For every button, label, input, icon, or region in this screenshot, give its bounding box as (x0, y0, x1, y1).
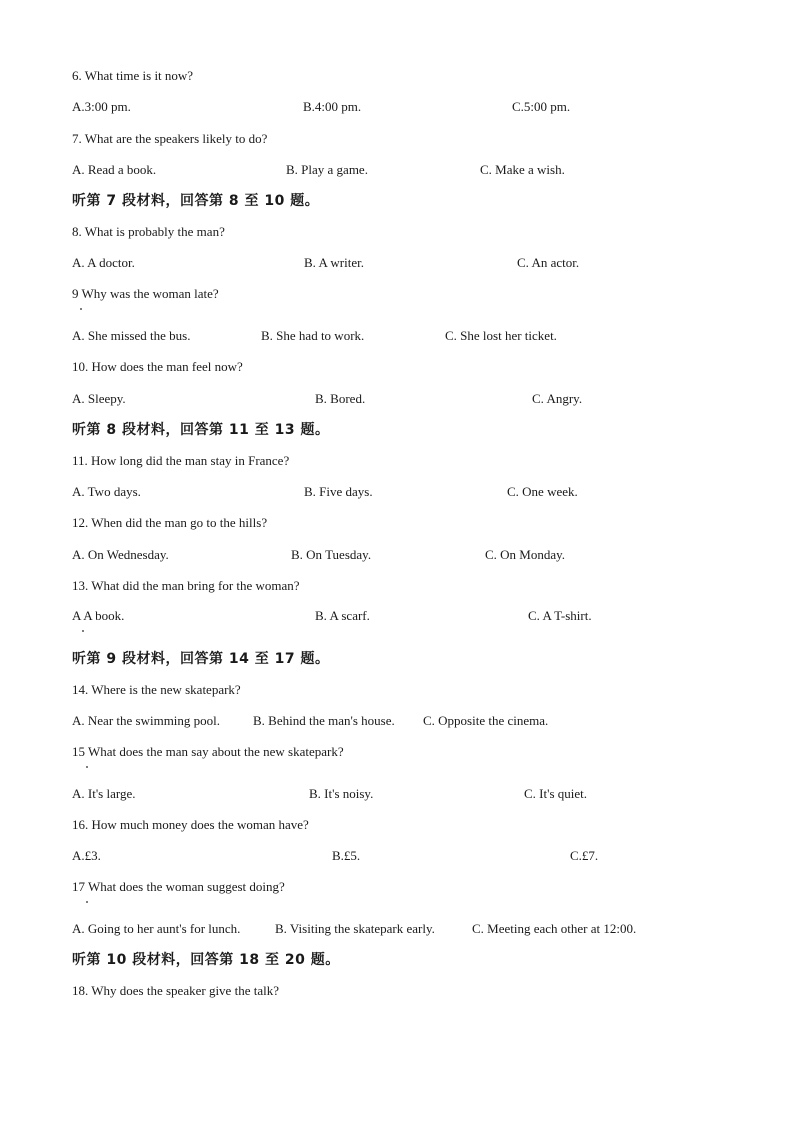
stray-dot (86, 901, 88, 903)
option-13b: B. A scarf. (315, 608, 370, 623)
option-14a: A. Near the swimming pool. (72, 713, 221, 728)
question-14: 14. Where is the new skatepark? (72, 682, 241, 697)
option-7b: B. Play a game. (286, 162, 368, 177)
stray-dot (86, 766, 88, 768)
option-12a: A. On Wednesday. (72, 547, 169, 562)
option-14c: C. Opposite the cinema. (423, 713, 549, 728)
question-18: 18. Why does the speaker give the talk? (72, 983, 279, 998)
option-16a: A.£3. (72, 848, 101, 863)
option-7c: C. Make a wish. (480, 162, 565, 177)
option-9a: A. She missed the bus. (72, 328, 191, 343)
question-16: 16. How much money does the woman have? (72, 817, 309, 832)
option-11c: C. One week. (507, 484, 578, 499)
option-9b: B. She had to work. (261, 328, 365, 343)
option-12b: B. On Tuesday. (291, 547, 372, 562)
option-8b: B. A writer. (304, 255, 364, 270)
option-17b: B. Visiting the skatepark early. (275, 921, 435, 936)
option-16b: B.£5. (332, 848, 361, 863)
stray-dot (80, 308, 82, 310)
section-heading-9: 听第 9 段材料，回答第 14 至 17 题。 (72, 651, 330, 667)
option-7a: A. Read a book. (72, 162, 157, 177)
option-16c: C.£7. (570, 848, 599, 863)
question-17: 17 What does the woman suggest doing? (72, 879, 285, 894)
question-9: 9 Why was the woman late? (72, 286, 219, 301)
question-11: 11. How long did the man stay in France? (72, 453, 290, 468)
option-6b: B.4:00 pm. (303, 99, 362, 114)
question-10: 10. How does the man feel now? (72, 359, 243, 374)
option-15b: B. It's noisy. (309, 786, 374, 801)
option-14b: B. Behind the man's house. (253, 713, 395, 728)
section-heading-10: 听第 10 段材料，回答第 18 至 20 题。 (72, 952, 340, 968)
question-6: 6. What time is it now? (72, 68, 194, 83)
option-8c: C. An actor. (517, 255, 580, 270)
question-12: 12. When did the man go to the hills? (72, 515, 268, 530)
option-11a: A. Two days. (72, 484, 141, 499)
section-heading-7: 听第 7 段材料，回答第 8 至 10 题。 (72, 193, 320, 209)
stray-dot (82, 630, 84, 632)
option-10c: C. Angry. (532, 391, 583, 406)
option-13a: A A book. (72, 608, 125, 623)
option-10a: A. Sleepy. (72, 391, 126, 406)
option-8a: A. A doctor. (72, 255, 135, 270)
option-17a: A. Going to her aunt's for lunch. (72, 921, 241, 936)
section-heading-8: 听第 8 段材料，回答第 11 至 13 题。 (72, 422, 330, 438)
option-6a: A.3:00 pm. (72, 99, 131, 114)
option-17c: C. Meeting each other at 12:00. (472, 921, 637, 936)
option-13c: C. A T-shirt. (528, 608, 592, 623)
question-8: 8. What is probably the man? (72, 224, 225, 239)
option-9c: C. She lost her ticket. (445, 328, 557, 343)
option-15a: A. It's large. (72, 786, 136, 801)
option-6c: C.5:00 pm. (512, 99, 571, 114)
question-7: 7. What are the speakers likely to do? (72, 131, 268, 146)
question-15: 15 What does the man say about the new skatepark? (72, 744, 344, 759)
option-11b: B. Five days. (304, 484, 373, 499)
question-13: 13. What did the man bring for the woman? (72, 578, 300, 593)
option-12c: C. On Monday. (485, 547, 566, 562)
option-15c: C. It's quiet. (524, 786, 588, 801)
option-10b: B. Bored. (315, 391, 366, 406)
